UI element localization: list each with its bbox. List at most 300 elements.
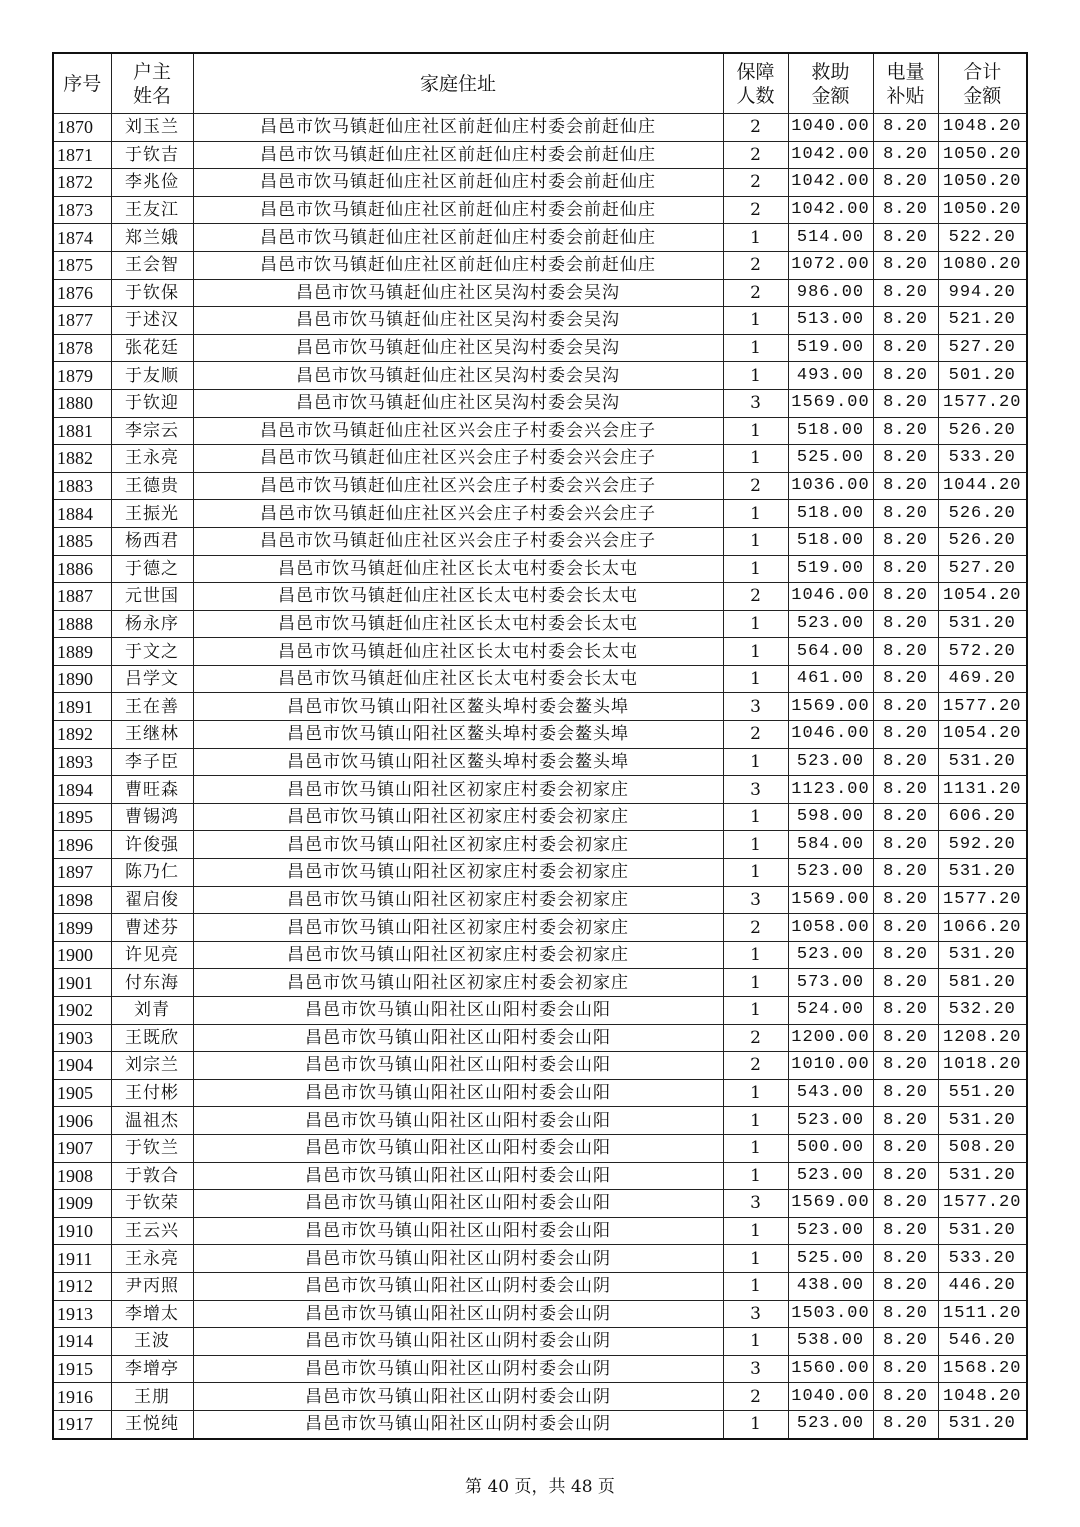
table-row (53, 500, 1027, 528)
cell-electric: 8.20 (873, 279, 938, 307)
cell-electric: 8.20 (873, 445, 938, 473)
cell-aid: 523.00 (788, 610, 873, 638)
cell-address: 昌邑市饮马镇山阳社区山阳村委会山阳 (193, 1134, 723, 1162)
cell-no: 1889 (53, 638, 111, 666)
cell-electric: 8.20 (873, 1052, 938, 1080)
table-row (53, 1383, 1027, 1411)
cell-aid: 523.00 (788, 859, 873, 887)
table-row (53, 610, 1027, 638)
table-row (53, 941, 1027, 969)
cell-no: 1908 (53, 1162, 111, 1190)
cell-no: 1870 (53, 114, 111, 142)
cell-name: 王继林 (111, 721, 193, 749)
cell-name: 于友顺 (111, 362, 193, 390)
cell-electric: 8.20 (873, 610, 938, 638)
cell-no: 1884 (53, 500, 111, 528)
cell-aid: 518.00 (788, 527, 873, 555)
cell-aid: 1040.00 (788, 114, 873, 142)
cell-address: 昌邑市饮马镇山阳社区山阴村委会山阴 (193, 1383, 723, 1411)
cell-no: 1901 (53, 969, 111, 997)
table-row (53, 555, 1027, 583)
cell-name: 王德贵 (111, 472, 193, 500)
table-row (53, 638, 1027, 666)
cell-no: 1902 (53, 997, 111, 1025)
cell-persons: 2 (723, 1383, 788, 1411)
cell-aid: 1042.00 (788, 141, 873, 169)
cell-total: 527.20 (938, 555, 1027, 583)
cell-electric: 8.20 (873, 914, 938, 942)
cell-persons: 1 (723, 1217, 788, 1245)
cell-persons: 2 (723, 114, 788, 142)
cell-no: 1879 (53, 362, 111, 390)
cell-electric: 8.20 (873, 362, 938, 390)
cell-aid: 1046.00 (788, 583, 873, 611)
cell-aid: 523.00 (788, 1217, 873, 1245)
cell-name: 刘玉兰 (111, 114, 193, 142)
cell-total: 533.20 (938, 445, 1027, 473)
cell-name: 陈乃仁 (111, 859, 193, 887)
cell-name: 曹述芬 (111, 914, 193, 942)
cell-no: 1912 (53, 1272, 111, 1300)
cell-total: 1066.20 (938, 914, 1027, 942)
cell-aid: 519.00 (788, 334, 873, 362)
cell-aid: 518.00 (788, 500, 873, 528)
cell-no: 1896 (53, 831, 111, 859)
cell-no: 1880 (53, 389, 111, 417)
cell-total: 1050.20 (938, 141, 1027, 169)
cell-name: 刘宗兰 (111, 1052, 193, 1080)
cell-aid: 1010.00 (788, 1052, 873, 1080)
cell-electric: 8.20 (873, 1024, 938, 1052)
table-row (53, 472, 1027, 500)
table-row (53, 831, 1027, 859)
cell-address: 昌邑市饮马镇赶仙庄社区兴会庄子村委会兴会庄子 (193, 445, 723, 473)
table-row (53, 997, 1027, 1025)
cell-total: 1080.20 (938, 251, 1027, 279)
cell-electric: 8.20 (873, 500, 938, 528)
cell-electric: 8.20 (873, 169, 938, 197)
cell-name: 郑兰娥 (111, 224, 193, 252)
cell-address: 昌邑市饮马镇山阳社区山阳村委会山阳 (193, 1024, 723, 1052)
table-row (53, 1300, 1027, 1328)
cell-total: 1048.20 (938, 114, 1027, 142)
cell-total: 1511.20 (938, 1300, 1027, 1328)
cell-persons: 2 (723, 721, 788, 749)
cell-total: 526.20 (938, 500, 1027, 528)
cell-address: 昌邑市饮马镇赶仙庄社区长太屯村委会长太屯 (193, 665, 723, 693)
cell-name: 杨永序 (111, 610, 193, 638)
cell-total: 446.20 (938, 1272, 1027, 1300)
cell-name: 王波 (111, 1328, 193, 1356)
cell-no: 1872 (53, 169, 111, 197)
cell-name: 曹锡鸿 (111, 803, 193, 831)
cell-name: 温祖杰 (111, 1107, 193, 1135)
cell-no: 1906 (53, 1107, 111, 1135)
cell-electric: 8.20 (873, 997, 938, 1025)
cell-total: 1048.20 (938, 1383, 1027, 1411)
cell-total: 531.20 (938, 610, 1027, 638)
cell-persons: 3 (723, 1355, 788, 1383)
cell-address: 昌邑市饮马镇赶仙庄社区长太屯村委会长太屯 (193, 638, 723, 666)
cell-electric: 8.20 (873, 251, 938, 279)
cell-name: 翟启俊 (111, 886, 193, 914)
cell-no: 1871 (53, 141, 111, 169)
cell-address: 昌邑市饮马镇赶仙庄社区长太屯村委会长太屯 (193, 555, 723, 583)
cell-total: 522.20 (938, 224, 1027, 252)
cell-no: 1876 (53, 279, 111, 307)
cell-total: 546.20 (938, 1328, 1027, 1356)
table-row (53, 224, 1027, 252)
cell-address: 昌邑市饮马镇山阳社区初家庄村委会初家庄 (193, 776, 723, 804)
table-row (53, 389, 1027, 417)
cell-electric: 8.20 (873, 1217, 938, 1245)
cell-name: 刘青 (111, 997, 193, 1025)
cell-aid: 598.00 (788, 803, 873, 831)
table-row (53, 1355, 1027, 1383)
cell-persons: 1 (723, 307, 788, 335)
cell-no: 1913 (53, 1300, 111, 1328)
cell-electric: 8.20 (873, 1383, 938, 1411)
cell-aid: 513.00 (788, 307, 873, 335)
cell-persons: 1 (723, 1107, 788, 1135)
cell-total: 1577.20 (938, 389, 1027, 417)
cell-total: 531.20 (938, 859, 1027, 887)
cell-aid: 438.00 (788, 1272, 873, 1300)
cell-name: 许俊强 (111, 831, 193, 859)
cell-total: 994.20 (938, 279, 1027, 307)
cell-electric: 8.20 (873, 1134, 938, 1162)
cell-address: 昌邑市饮马镇山阳社区山阳村委会山阳 (193, 1079, 723, 1107)
cell-name: 李增亭 (111, 1355, 193, 1383)
table-row (53, 141, 1027, 169)
cell-total: 531.20 (938, 1162, 1027, 1190)
header-no: 序号 (53, 53, 111, 114)
table-row (53, 693, 1027, 721)
cell-total: 531.20 (938, 941, 1027, 969)
cell-electric: 8.20 (873, 1079, 938, 1107)
cell-address: 昌邑市饮马镇山阳社区山阴村委会山阴 (193, 1272, 723, 1300)
cell-persons: 3 (723, 886, 788, 914)
cell-aid: 1072.00 (788, 251, 873, 279)
cell-aid: 1560.00 (788, 1355, 873, 1383)
cell-persons: 1 (723, 665, 788, 693)
cell-aid: 1040.00 (788, 1383, 873, 1411)
cell-total: 1054.20 (938, 721, 1027, 749)
cell-electric: 8.20 (873, 776, 938, 804)
cell-aid: 525.00 (788, 445, 873, 473)
cell-address: 昌邑市饮马镇山阳社区初家庄村委会初家庄 (193, 859, 723, 887)
cell-persons: 3 (723, 1190, 788, 1218)
cell-address: 昌邑市饮马镇山阳社区山阳村委会山阳 (193, 997, 723, 1025)
table-row (53, 969, 1027, 997)
cell-name: 于德之 (111, 555, 193, 583)
cell-electric: 8.20 (873, 665, 938, 693)
cell-aid: 523.00 (788, 748, 873, 776)
cell-name: 于钦吉 (111, 141, 193, 169)
cell-no: 1877 (53, 307, 111, 335)
cell-electric: 8.20 (873, 583, 938, 611)
cell-no: 1873 (53, 196, 111, 224)
table-row (53, 1190, 1027, 1218)
cell-electric: 8.20 (873, 114, 938, 142)
cell-persons: 2 (723, 1052, 788, 1080)
cell-address: 昌邑市饮马镇山阳社区山阴村委会山阴 (193, 1410, 723, 1438)
cell-address: 昌邑市饮马镇赶仙庄社区长太屯村委会长太屯 (193, 610, 723, 638)
cell-total: 606.20 (938, 803, 1027, 831)
cell-name: 于述汉 (111, 307, 193, 335)
cell-address: 昌邑市饮马镇赶仙庄社区前赶仙庄村委会前赶仙庄 (193, 251, 723, 279)
table-row (53, 721, 1027, 749)
cell-aid: 564.00 (788, 638, 873, 666)
cell-persons: 1 (723, 1328, 788, 1356)
table-row (53, 1079, 1027, 1107)
cell-total: 508.20 (938, 1134, 1027, 1162)
cell-electric: 8.20 (873, 886, 938, 914)
table-row (53, 1024, 1027, 1052)
cell-persons: 3 (723, 389, 788, 417)
header-name: 户主 姓名 (111, 53, 193, 114)
cell-total: 1054.20 (938, 583, 1027, 611)
cell-no: 1890 (53, 665, 111, 693)
cell-persons: 2 (723, 141, 788, 169)
cell-no: 1910 (53, 1217, 111, 1245)
cell-electric: 8.20 (873, 941, 938, 969)
cell-name: 尹丙照 (111, 1272, 193, 1300)
cell-aid: 1200.00 (788, 1024, 873, 1052)
cell-persons: 1 (723, 610, 788, 638)
cell-name: 李宗云 (111, 417, 193, 445)
cell-electric: 8.20 (873, 196, 938, 224)
cell-electric: 8.20 (873, 1328, 938, 1356)
table-row (53, 1162, 1027, 1190)
cell-address: 昌邑市饮马镇赶仙庄社区前赶仙庄村委会前赶仙庄 (193, 224, 723, 252)
cell-persons: 1 (723, 527, 788, 555)
cell-aid: 519.00 (788, 555, 873, 583)
cell-address: 昌邑市饮马镇赶仙庄社区前赶仙庄村委会前赶仙庄 (193, 114, 723, 142)
table-row (53, 1272, 1027, 1300)
cell-name: 于钦迎 (111, 389, 193, 417)
cell-aid: 538.00 (788, 1328, 873, 1356)
cell-address: 昌邑市饮马镇山阳社区山阳村委会山阳 (193, 1217, 723, 1245)
cell-total: 551.20 (938, 1079, 1027, 1107)
cell-electric: 8.20 (873, 969, 938, 997)
cell-no: 1883 (53, 472, 111, 500)
cell-electric: 8.20 (873, 417, 938, 445)
cell-aid: 1503.00 (788, 1300, 873, 1328)
cell-total: 531.20 (938, 1107, 1027, 1135)
cell-total: 1131.20 (938, 776, 1027, 804)
cell-total: 1050.20 (938, 169, 1027, 197)
cell-persons: 3 (723, 776, 788, 804)
cell-persons: 1 (723, 859, 788, 887)
cell-name: 付东海 (111, 969, 193, 997)
cell-name: 曹旺森 (111, 776, 193, 804)
cell-persons: 1 (723, 748, 788, 776)
cell-total: 531.20 (938, 748, 1027, 776)
cell-persons: 1 (723, 941, 788, 969)
cell-no: 1888 (53, 610, 111, 638)
cell-electric: 8.20 (873, 1410, 938, 1438)
cell-aid: 524.00 (788, 997, 873, 1025)
cell-name: 王朋 (111, 1383, 193, 1411)
cell-address: 昌邑市饮马镇赶仙庄社区吴沟村委会吴沟 (193, 279, 723, 307)
cell-electric: 8.20 (873, 721, 938, 749)
cell-no: 1891 (53, 693, 111, 721)
relief-table (52, 52, 1028, 1440)
cell-name: 元世国 (111, 583, 193, 611)
cell-total: 531.20 (938, 1410, 1027, 1438)
cell-electric: 8.20 (873, 307, 938, 335)
cell-address: 昌邑市饮马镇赶仙庄社区前赶仙庄村委会前赶仙庄 (193, 196, 723, 224)
table-row (53, 583, 1027, 611)
cell-aid: 525.00 (788, 1245, 873, 1273)
cell-name: 王永亮 (111, 445, 193, 473)
cell-aid: 493.00 (788, 362, 873, 390)
cell-no: 1914 (53, 1328, 111, 1356)
page-footer: 第 40 页，共 48 页 (465, 1477, 615, 1497)
cell-address: 昌邑市饮马镇山阳社区鳌头埠村委会鳌头埠 (193, 721, 723, 749)
cell-no: 1905 (53, 1079, 111, 1107)
header-total: 合计 金额 (938, 53, 1027, 114)
cell-persons: 2 (723, 279, 788, 307)
cell-aid: 500.00 (788, 1134, 873, 1162)
cell-name: 王既欣 (111, 1024, 193, 1052)
cell-persons: 2 (723, 914, 788, 942)
cell-no: 1909 (53, 1190, 111, 1218)
cell-persons: 1 (723, 1272, 788, 1300)
cell-no: 1892 (53, 721, 111, 749)
cell-persons: 2 (723, 196, 788, 224)
cell-address: 昌邑市饮马镇赶仙庄社区兴会庄子村委会兴会庄子 (193, 417, 723, 445)
cell-no: 1898 (53, 886, 111, 914)
cell-aid: 518.00 (788, 417, 873, 445)
cell-aid: 1042.00 (788, 169, 873, 197)
cell-aid: 986.00 (788, 279, 873, 307)
cell-total: 581.20 (938, 969, 1027, 997)
cell-aid: 523.00 (788, 1162, 873, 1190)
cell-electric: 8.20 (873, 1272, 938, 1300)
cell-name: 于钦兰 (111, 1134, 193, 1162)
cell-persons: 1 (723, 831, 788, 859)
cell-name: 于文之 (111, 638, 193, 666)
cell-aid: 584.00 (788, 831, 873, 859)
table-row (53, 1245, 1027, 1273)
table-row (53, 196, 1027, 224)
cell-address: 昌邑市饮马镇赶仙庄社区兴会庄子村委会兴会庄子 (193, 527, 723, 555)
cell-electric: 8.20 (873, 334, 938, 362)
cell-persons: 1 (723, 555, 788, 583)
cell-electric: 8.20 (873, 527, 938, 555)
cell-electric: 8.20 (873, 1162, 938, 1190)
cell-address: 昌邑市饮马镇赶仙庄社区长太屯村委会长太屯 (193, 583, 723, 611)
header-row (53, 53, 1027, 114)
cell-name: 吕学文 (111, 665, 193, 693)
cell-address: 昌邑市饮马镇山阳社区山阳村委会山阳 (193, 1162, 723, 1190)
cell-no: 1893 (53, 748, 111, 776)
cell-address: 昌邑市饮马镇山阳社区山阴村委会山阴 (193, 1300, 723, 1328)
cell-no: 1900 (53, 941, 111, 969)
cell-electric: 8.20 (873, 859, 938, 887)
table-row (53, 1328, 1027, 1356)
cell-name: 王在善 (111, 693, 193, 721)
cell-aid: 1569.00 (788, 389, 873, 417)
header-aid: 救助 金额 (788, 53, 873, 114)
table-row (53, 279, 1027, 307)
cell-total: 1018.20 (938, 1052, 1027, 1080)
table-row (53, 445, 1027, 473)
cell-address: 昌邑市饮马镇赶仙庄社区吴沟村委会吴沟 (193, 389, 723, 417)
cell-aid: 1036.00 (788, 472, 873, 500)
cell-total: 469.20 (938, 665, 1027, 693)
cell-persons: 1 (723, 638, 788, 666)
cell-aid: 1046.00 (788, 721, 873, 749)
cell-name: 王振光 (111, 500, 193, 528)
cell-no: 1897 (53, 859, 111, 887)
cell-persons: 1 (723, 1134, 788, 1162)
cell-persons: 1 (723, 1079, 788, 1107)
cell-total: 531.20 (938, 1217, 1027, 1245)
cell-aid: 523.00 (788, 1410, 873, 1438)
table-row (53, 527, 1027, 555)
cell-persons: 1 (723, 417, 788, 445)
cell-total: 1568.20 (938, 1355, 1027, 1383)
cell-total: 1050.20 (938, 196, 1027, 224)
cell-name: 王悦纯 (111, 1410, 193, 1438)
cell-electric: 8.20 (873, 748, 938, 776)
table-row (53, 914, 1027, 942)
cell-persons: 1 (723, 1245, 788, 1273)
cell-aid: 1123.00 (788, 776, 873, 804)
cell-name: 王会智 (111, 251, 193, 279)
cell-total: 532.20 (938, 997, 1027, 1025)
cell-no: 1915 (53, 1355, 111, 1383)
cell-aid: 1569.00 (788, 693, 873, 721)
cell-no: 1894 (53, 776, 111, 804)
table-row (53, 362, 1027, 390)
cell-name: 李子臣 (111, 748, 193, 776)
header-persons: 保障 人数 (723, 53, 788, 114)
cell-address: 昌邑市饮马镇山阳社区山阴村委会山阴 (193, 1245, 723, 1273)
cell-total: 526.20 (938, 527, 1027, 555)
header-address: 家庭住址 (193, 53, 723, 114)
cell-no: 1895 (53, 803, 111, 831)
cell-address: 昌邑市饮马镇山阳社区山阳村委会山阳 (193, 1052, 723, 1080)
cell-electric: 8.20 (873, 389, 938, 417)
cell-total: 592.20 (938, 831, 1027, 859)
cell-address: 昌邑市饮马镇山阳社区初家庄村委会初家庄 (193, 831, 723, 859)
cell-name: 杨西君 (111, 527, 193, 555)
cell-total: 521.20 (938, 307, 1027, 335)
cell-total: 526.20 (938, 417, 1027, 445)
cell-no: 1874 (53, 224, 111, 252)
cell-address: 昌邑市饮马镇赶仙庄社区吴沟村委会吴沟 (193, 362, 723, 390)
cell-address: 昌邑市饮马镇赶仙庄社区前赶仙庄村委会前赶仙庄 (193, 141, 723, 169)
cell-aid: 1569.00 (788, 1190, 873, 1218)
cell-total: 1044.20 (938, 472, 1027, 500)
cell-persons: 1 (723, 803, 788, 831)
cell-aid: 514.00 (788, 224, 873, 252)
cell-name: 王永亮 (111, 1245, 193, 1273)
cell-electric: 8.20 (873, 803, 938, 831)
cell-name: 李兆俭 (111, 169, 193, 197)
cell-electric: 8.20 (873, 1245, 938, 1273)
table-row (53, 859, 1027, 887)
cell-aid: 573.00 (788, 969, 873, 997)
cell-total: 527.20 (938, 334, 1027, 362)
cell-total: 1577.20 (938, 886, 1027, 914)
cell-persons: 1 (723, 224, 788, 252)
cell-persons: 2 (723, 169, 788, 197)
